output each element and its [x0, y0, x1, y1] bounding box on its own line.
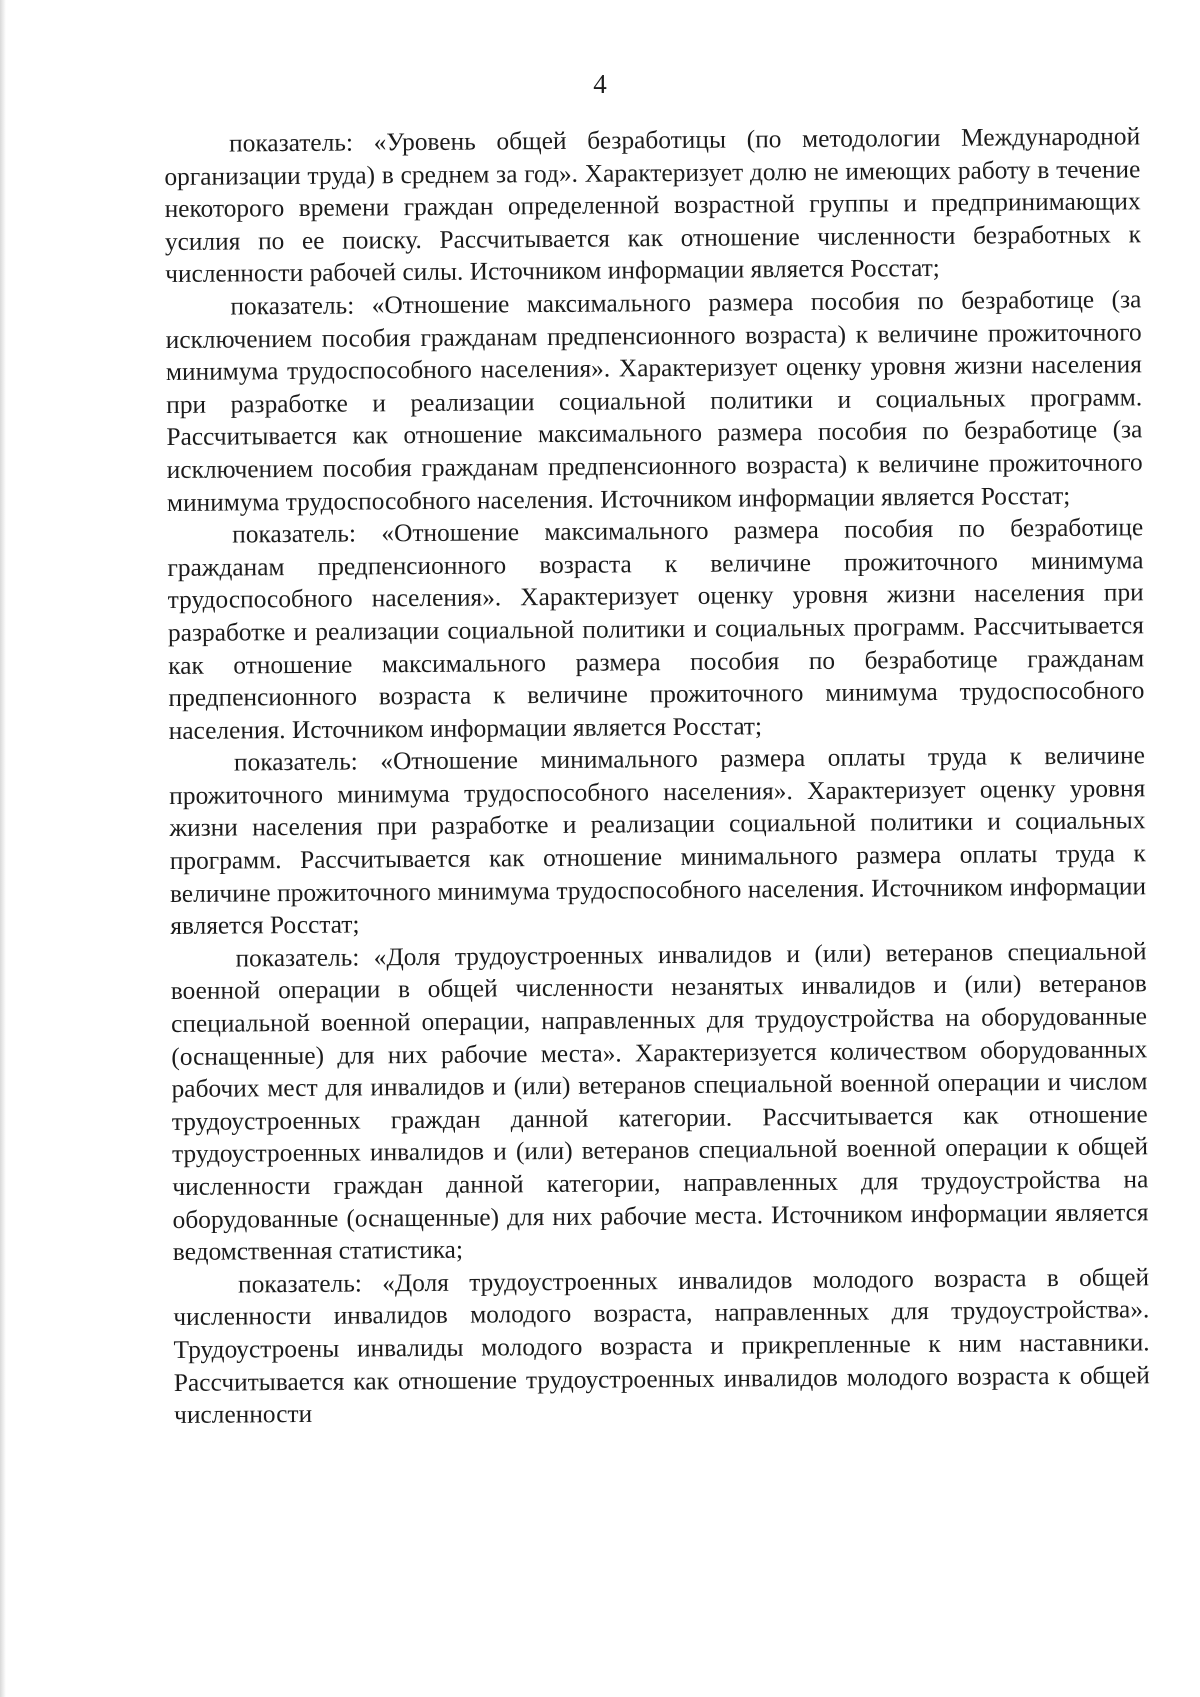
- paragraph-minimum-wage-ratio: показатель: «Отношение минимального размера оплаты труда к величине прожиточного минимума трудоспособного населения». Характеризует оценку уровня жизни населения при разработке и реализации социальной политики и социальных программ. Рассчитывается как отношение минимального размера оплаты труда к величине прожиточного минимума трудоспособного населения. Источником информации является Росстат;: [169, 741, 1147, 941]
- paragraph-max-benefit-prepension-ratio: показатель: «Отношение максимального размера пособия по безработице гражданам предпенсионного возраста к величине прожиточного минимума трудоспособного населения». Характеризует оценку уровня жизни населения при разработке и реализации социальной политики и социальных программ. Рассчитывается как отношение максимального размера пособия по безработице гражданам предпенсионного возраста к величине прожиточного минимума трудоспособного населения. Источником информации является Росстат;: [167, 513, 1145, 745]
- page-number: 4: [593, 69, 607, 99]
- document-body: [164, 120, 1150, 1431]
- paragraph-unemployment-rate: показатель: «Уровень общей безработицы (по методологии Международной организации труда) в среднем за год». Характеризует долю не имеющих работу в течение некоторого времени граждан определенной возрастной группы и предпринимающих усилия по ее поиску. Рассчитывается как отношение численности безработных к численности рабочей силы. Источником информации является Росстат;: [164, 122, 1141, 289]
- paragraph-young-disabled-employment: показатель: «Доля трудоустроенных инвалидов молодого возраста в общей численности инвалидов молодого возраста, направленных для трудоустройства». Трудоустроены инвалиды молодого возраста и прикрепленные к ним наставники. Рассчитывается как отношение трудоустроенных инвалидов молодого возраста к общей численности: [173, 1263, 1150, 1430]
- paragraph-disabled-veterans-employment: показатель: «Доля трудоустроенных инвалидов и (или) ветеранов специальной военной операции в общей численности незанятых инвалидов и (или) ветеранов специальной военной операции, направленных для трудоустройства на оборудованные (оснащенные) для них рабочие места». Характеризуется количеством оборудованных рабочих мест для инвалидов и (или) ветеранов специальной военной операции и числом трудоустроенных граждан данной категории. Рассчитывается как отношение трудоустроенных инвалидов и (или) ветеранов специальной военной операции к общей численности граждан данной категории, направленных для трудоустройства на оборудованные (оснащенные) для них рабочие места. Источником информации является ведомственная статистика;: [170, 937, 1149, 1267]
- paragraph-max-benefit-ratio: показатель: «Отношение максимального размера пособия по безработице (за исключением пособия гражданам предпенсионного возраста) к величине прожиточного минимума трудоспособного населения». Характеризует оценку уровня жизни населения при разработке и реализации социальной политики и социальных программ. Рассчитывается как отношение максимального размера пособия по безработице (за исключением пособия гражданам предпенсионного возраста) к величине прожиточного минимума трудоспособного населения. Источником информации является Росстат;: [165, 285, 1143, 517]
